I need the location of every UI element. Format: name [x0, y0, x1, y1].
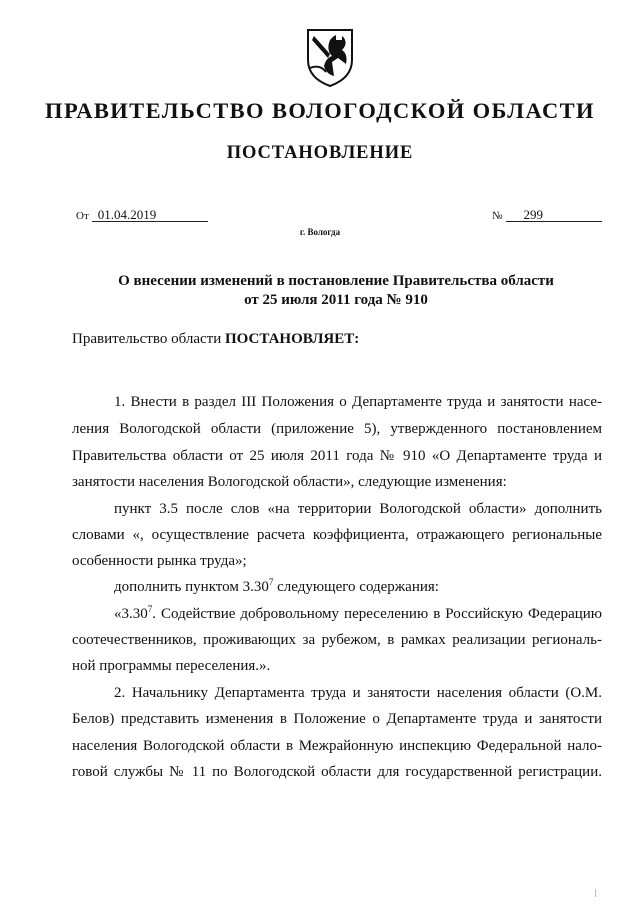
- paragraph-5-line-2: Белов) представить изменения в Положение о Департаменте труда и занятости: [72, 711, 602, 727]
- number-label: №: [492, 210, 503, 222]
- document-subject: [70, 272, 602, 310]
- city-label: г. Вологда: [299, 227, 341, 237]
- government-title: ПРАВИТЕЛЬСТВО ВОЛОГОДСКОЙ ОБЛАСТИ: [45, 98, 595, 123]
- paragraph-5-line-3: населения Вологодской области в Межрайонную инспекцию Федеральной нало-: [72, 738, 602, 754]
- paragraph-2-line-3: особенности рынка труда»;: [72, 553, 247, 569]
- intro-decree: ПОСТАНОВЛЯЕТ:: [224, 331, 360, 347]
- paragraph-1-line-2: ления Вологодской области (приложение 5), утвержденного постановлением: [72, 421, 602, 437]
- paragraph-2-line-1: пункт 3.5 после слов «на территории Вологодской области» дополнить: [114, 501, 602, 517]
- date-value: 01.04.2019: [92, 209, 208, 222]
- paragraph-3-line-1: дополнить пунктом 3.30$^7$ следующего содержания:: [114, 577, 439, 595]
- coat-of-arms-icon: [300, 24, 360, 88]
- paragraph-5-line-1: 2. Начальнику Департамента труда и занятости населения области (О.М.: [114, 685, 602, 701]
- paragraph-1-line-4: занятости населения Вологодской области», следующие изменения:: [72, 474, 507, 490]
- paragraph-4-line-1: «3.30$^7$. Содействие добровольному переселению в Российскую Федерацию: [114, 604, 602, 622]
- number-value: 299: [506, 209, 602, 222]
- intro-text: Правительство области: [72, 331, 225, 347]
- subject-line-2: от 25 июля 2011 года № 910: [244, 292, 428, 308]
- paragraph-4-line-3: ной программы переселения.».: [72, 658, 271, 674]
- paragraph-1-line-1: 1. Внести в раздел III Положения о Департаменте труда и занятости насе-: [114, 394, 602, 410]
- intro-line: [72, 331, 359, 347]
- subject-line-1: О внесении изменений в постановление Правительства области: [118, 273, 554, 289]
- date-field: [76, 208, 208, 223]
- scan-mark: [595, 889, 596, 897]
- date-label: От: [76, 210, 89, 222]
- paragraph-2-line-2: словами «, осуществление расчета коэффициента, отражающего региональные: [72, 527, 602, 543]
- paragraph-4-line-2: соотечественников, проживающих за рубежом, в рамках реализации региональ-: [72, 632, 602, 648]
- number-field: [492, 208, 602, 223]
- document-type: ПОСТАНОВЛЕНИЕ: [226, 143, 414, 163]
- paragraph-5-line-4: говой службы № 11 по Вологодской области для государственной регистрации.: [72, 764, 602, 780]
- paragraph-1-line-3: Правительства области от 25 июля 2011 года № 910 «О Департаменте труда и: [72, 448, 602, 464]
